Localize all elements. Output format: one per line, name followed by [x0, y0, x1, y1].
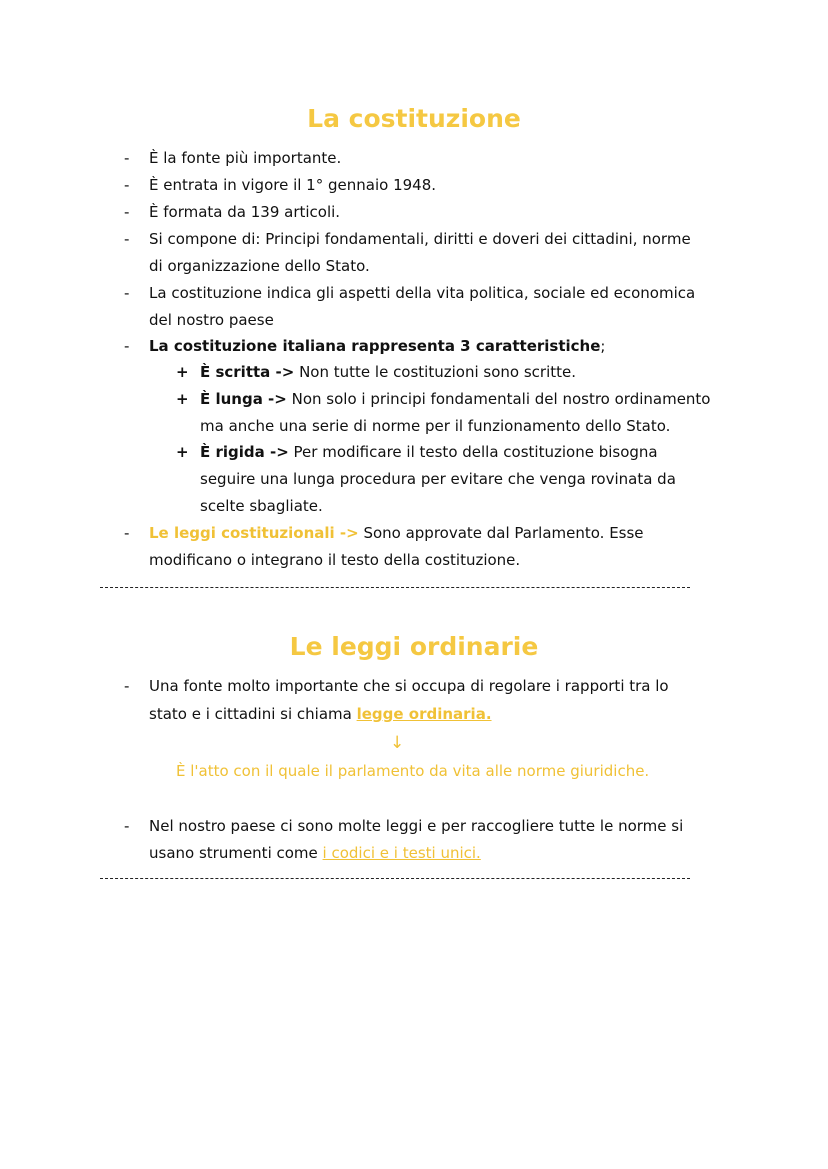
item-text: di organizzazione dello Stato.	[149, 257, 370, 275]
dashed-separator	[100, 878, 690, 879]
item-text	[200, 389, 710, 409]
item-text	[149, 336, 605, 356]
item-text	[149, 704, 492, 724]
item-text: È la fonte più importante.	[149, 149, 342, 167]
item-text-rest: Non solo i principi fondamentali del nostro ordinamento	[286, 390, 711, 408]
highlight-label: Le leggi costituzionali ->	[149, 524, 359, 542]
dash-bullet: -	[124, 817, 130, 835]
codici-testi-unici-link[interactable]: i codici e i testi unici.	[322, 844, 481, 862]
item-text-rest: Per modificare il testo della costituzione bisogna	[288, 443, 658, 461]
bold-text: È scritta ->	[200, 363, 295, 381]
item-text-rest: Sono approvate dal Parlamento. Esse	[358, 524, 644, 542]
item-text: Si compone di: Principi fondamentali, diritti e doveri dei cittadini, norme	[149, 230, 691, 248]
plus-bullet: +	[176, 390, 189, 408]
bold-text: La costituzione italiana rappresenta 3 caratteristiche	[149, 337, 601, 355]
item-text	[200, 362, 576, 382]
item-text: modificano o integrano il testo della costituzione.	[149, 551, 521, 569]
section-title-leggi-ordinarie: Le leggi ordinarie	[289, 632, 539, 661]
dash-bullet: -	[124, 284, 130, 302]
item-text: ma anche una serie di norme per il funzionamento dello Stato.	[200, 417, 671, 435]
item-text-pre: stato e i cittadini si chiama	[149, 705, 357, 723]
item-text: scelte sbagliate.	[200, 497, 323, 515]
tail-text: ;	[600, 337, 606, 355]
item-text	[200, 442, 658, 462]
item-text: È entrata in vigore il 1° gennaio 1948.	[149, 176, 437, 194]
bold-text: È rigida ->	[200, 443, 289, 461]
dash-bullet: -	[124, 524, 130, 542]
plus-bullet: +	[176, 363, 189, 381]
dash-bullet: -	[124, 203, 130, 221]
item-text: del nostro paese	[149, 311, 274, 329]
section-title-costituzione: La costituzione	[307, 104, 521, 133]
item-text	[149, 843, 481, 863]
dash-bullet: -	[124, 176, 130, 194]
item-text	[149, 523, 644, 543]
plus-bullet: +	[176, 443, 189, 461]
bold-text: È lunga ->	[200, 390, 287, 408]
item-text: Una fonte molto importante che si occupa di regolare i rapporti tra lo	[149, 677, 669, 695]
dashed-separator	[100, 587, 690, 588]
dash-bullet: -	[124, 677, 130, 695]
dash-bullet: -	[124, 230, 130, 248]
legge-ordinaria-link[interactable]: legge ordinaria.	[356, 705, 492, 723]
item-text-rest: Non tutte le costituzioni sono scritte.	[294, 363, 577, 381]
down-arrow-icon: ↓	[390, 733, 405, 753]
dash-bullet: -	[124, 149, 130, 167]
definition-text: È l'atto con il quale il parlamento da vita alle norme giuridiche.	[176, 762, 650, 780]
item-text-pre: usano strumenti come	[149, 844, 323, 862]
item-text: seguire una lunga procedura per evitare che venga rovinata da	[200, 470, 676, 488]
item-text: Nel nostro paese ci sono molte leggi e per raccogliere tutte le norme si	[149, 817, 684, 835]
item-text: La costituzione indica gli aspetti della vita politica, sociale ed economica	[149, 284, 696, 302]
dash-bullet: -	[124, 337, 130, 355]
item-text: È formata da 139 articoli.	[149, 203, 341, 221]
